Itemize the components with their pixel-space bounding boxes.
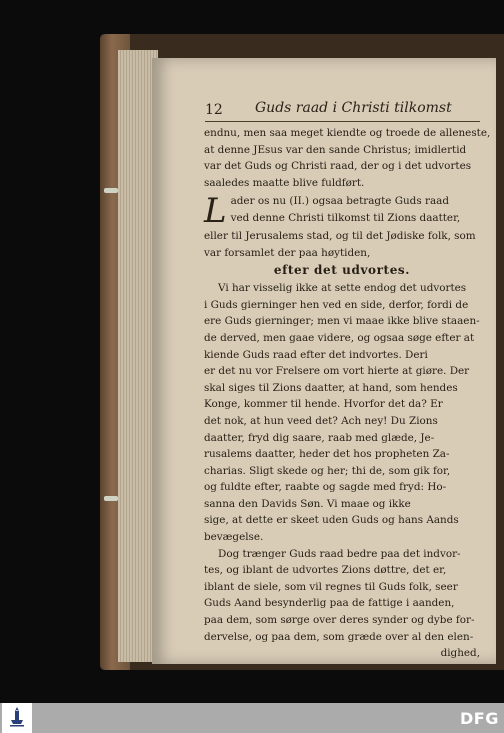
running-head: Guds raad i Christi tilkomst [255,100,452,116]
paragraph-4 [204,546,480,662]
viewer-footer-bar [0,703,504,733]
section-heading: efter det udvortes. [273,262,411,277]
page-clip-bottom [104,496,118,501]
library-logo[interactable] [2,703,32,733]
text-line: daatter, fryd dig saare, raab med glæde, Je- [204,431,435,444]
text-line: de derved, men gaae videre, og ogsaa søge efter at [204,331,475,344]
text-line: rusalems daatter, heder det hos propheten Za- [204,448,450,461]
text-line: Guds Aand besynderlig paa de fattige i aanden, [204,597,455,610]
text-line: eller til Jerusalems stad, og til det Jødiske folk, som [204,230,476,243]
text-line: er det nu vor Frelsere om vort hierte at giøre. Der [204,365,470,378]
text-line: sanna den Davids Søn. Vi maae og ikke [204,497,411,510]
text-line: og fuldte efter, raabte og sagde med fryd: Ho- [204,481,447,494]
text-line: tes, og iblant de udvortes Zions døttre, det er, [204,564,447,577]
text-line: ved denne Christi tilkomst til Zions daatter, [230,211,461,224]
text-line: dervelse, og paa dem, som græde over al den elen- [204,630,474,643]
page-number: 12 [205,102,223,118]
text-line: ader os nu (II.) ogsaa betragte Guds raad [230,195,449,208]
library-crest-icon [8,706,26,728]
text-line: sige, at dette er skeet uden Guds og hans Aands [204,514,459,527]
text-line: at denne JEsus var den sande Christus; imidlertid [204,143,467,156]
text-line: saaledes maatte blive fuldført. [204,176,365,189]
text-line: endnu, men saa meget kiendte og troede de alleneste, [204,127,491,139]
page-header [205,100,480,122]
text-line: ere Guds gierninger; men vi maae ikke blive staaen- [204,315,480,328]
page-clip-top [104,188,118,193]
text-line: Konge, kommer til hende. Hvorfor det da? Er [204,398,443,411]
dfg-logo[interactable]: DFG [460,709,499,728]
text-line: bevægelse. [204,531,264,544]
catchword: dighed, [440,647,480,660]
text-line: i Guds gierninger hen ved en side, derfor, fordi de [204,298,469,311]
paragraph-2 [204,193,480,278]
text-line: Vi har visselig ikke at sette endog det udvortes [218,282,467,295]
text-line: iblant de siele, som vil regnes til Guds folk, seer [204,580,458,593]
page-text [204,125,491,662]
text-line: charias. Sligt skede og her; thi de, som gik for, [204,464,451,477]
paragraph-3 [204,280,480,546]
text-line: Dog trænger Guds raad bedre paa det indvor- [218,547,461,560]
text-line: kiende Guds raad efter det indvortes. Deri [204,348,428,361]
text-line: var forsamlet der paa høytiden, [204,246,371,259]
text-line: skal siges til Zions daatter, at hand, som hendes [204,381,458,394]
text-line: det nok, at hun veed det? Ach ney! Du Zions [204,414,438,427]
text-line: paa dem, som sørge over deres synder og dybe for- [204,614,475,627]
header-rule [205,121,480,122]
drop-cap: L [204,191,227,232]
text-line: var det Guds og Christi raad, der og i det udvortes [204,160,472,173]
